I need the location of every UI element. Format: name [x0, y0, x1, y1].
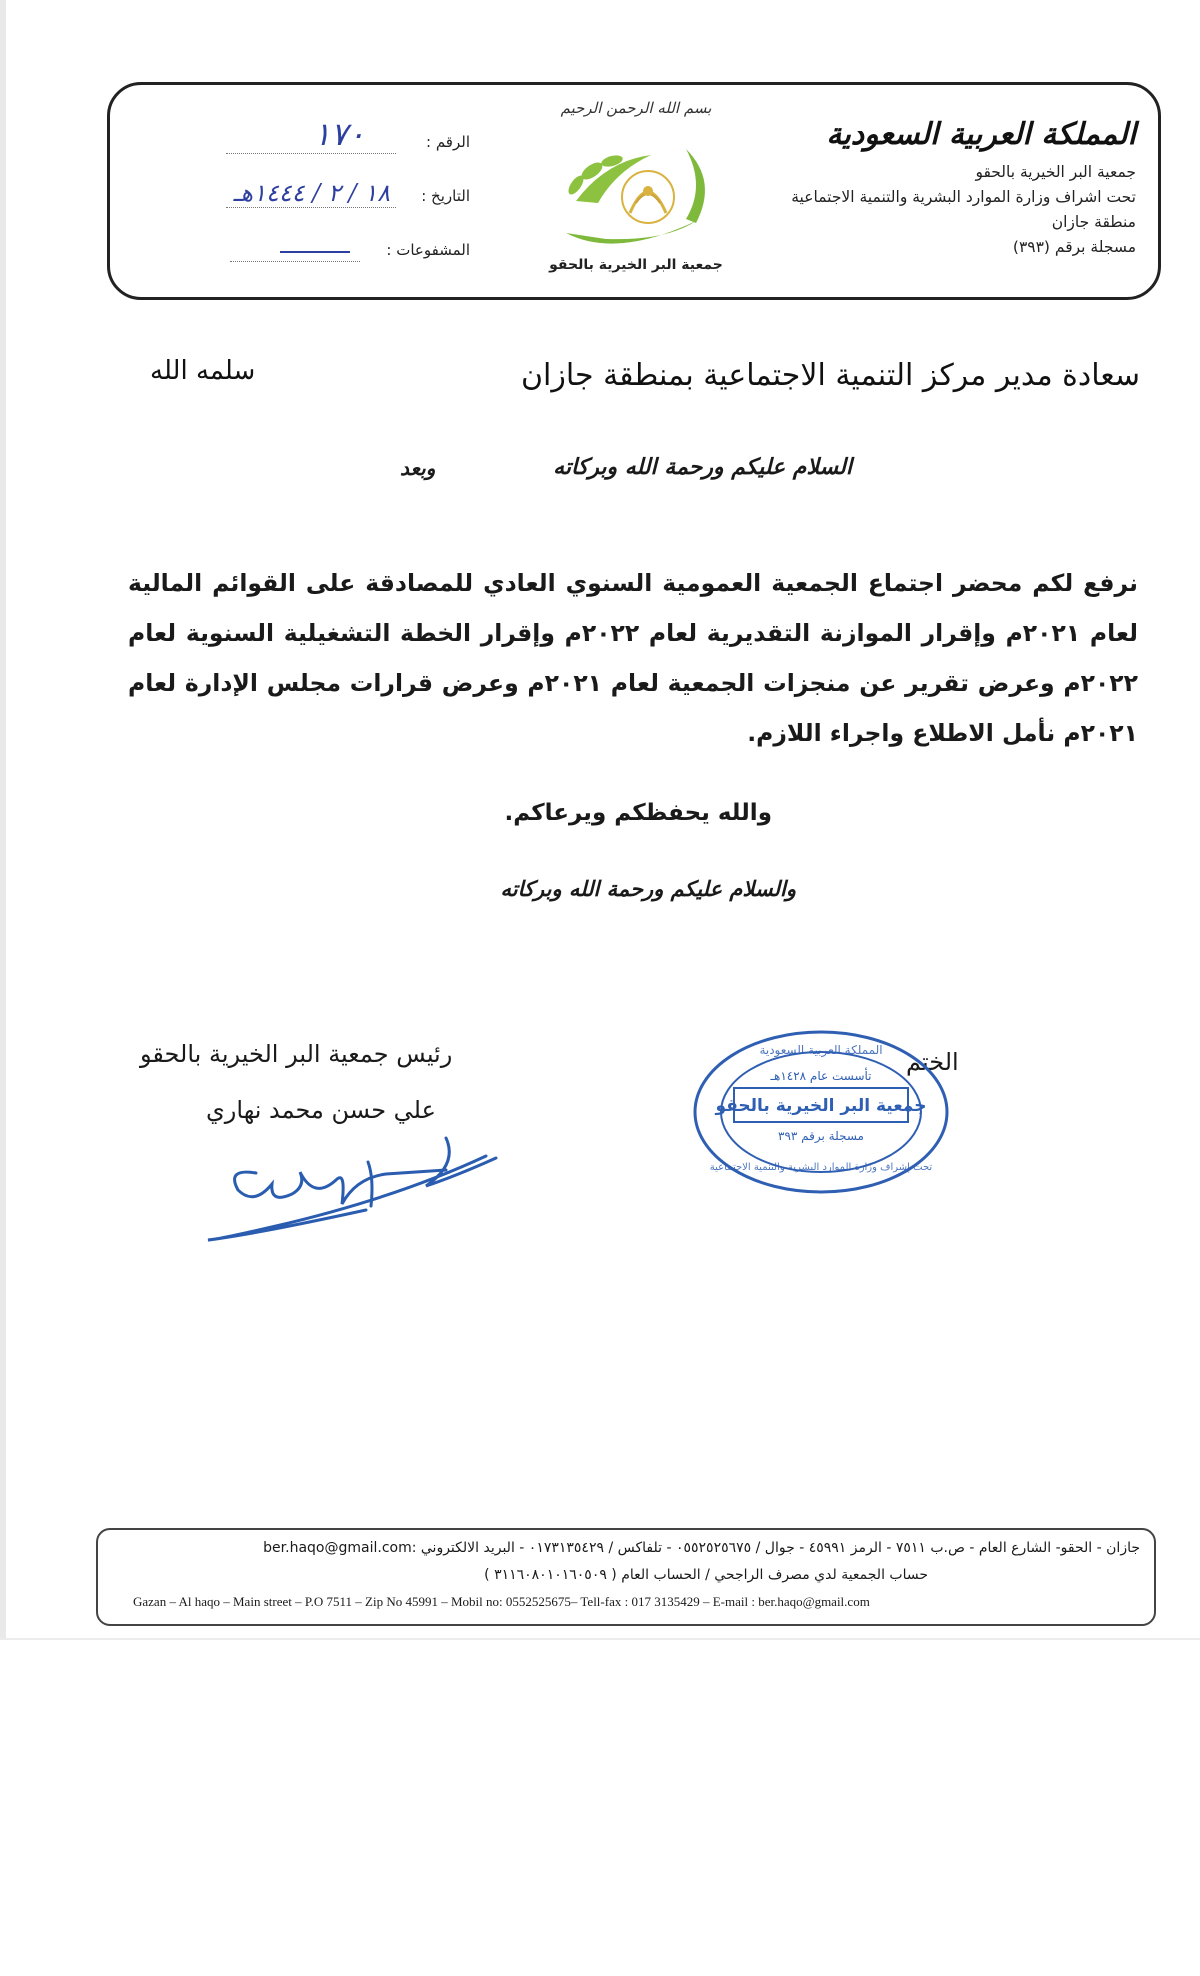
- letter-paragraph: نرفع لكم محضر اجتماع الجمعية العمومية السنوي العادي للمصادقة على القوائم المالية لعام ٢٠٢١م وإقرار الموازنة التقديرية لعام ٢٠٢٢م وإقرار الخطة التشغيلية السنوية لعام ٢٠٢٢م وعرض تقرير عن منجزات الجمعية لعام ٢٠٢١م وعرض قرارات مجلس الإدارة لعام ٢٠٢١م نأمل الاطلاع واجراء اللازم.: [128, 569, 1138, 747]
- footer: [96, 1528, 1156, 1626]
- ref-number-value: ١٧٠: [313, 115, 365, 153]
- footer-contact-arabic: جازان - الحقو- الشارع العام - ص.ب ٧٥١١ - الرمز ٤٥٩٩١ - جوال / ٠٥٥٢٥٢٥٦٧٥ - تلفاكس / ٠١٧٣١٣٥٤٢٩ - البريد الالكتروني :ber.haqo@gmail.com: [263, 1540, 1140, 1556]
- final-greeting: والسلام عليكم ورحمة الله وبركاته: [500, 876, 796, 901]
- ref-number-label: الرقم :: [426, 133, 470, 151]
- letterhead: [107, 82, 1161, 300]
- registration-line: مسجلة برقم (٣٩٣): [1012, 238, 1136, 256]
- attachments-mark: [280, 245, 350, 253]
- stamp-name: جمعية البر الخيرية بالحقو: [715, 1096, 927, 1116]
- letterhead-logo-block: [486, 99, 786, 299]
- attachments-label: المشفوعات :: [386, 241, 470, 259]
- page-bottom-edge: [0, 1638, 1200, 1640]
- footer-bank-account: حساب الجمعية لدي مصرف الراجحي / الحساب العام ( ٣١١٦٠٨٠١٠١٦٠٥٠٩ ): [484, 1567, 928, 1583]
- greeting: السلام عليكم ورحمة الله وبركاته: [553, 454, 852, 480]
- reference-fields: [180, 115, 480, 277]
- stamp-founded: تأسست عام ١٤٢٨هـ: [770, 1069, 872, 1083]
- supervision-line: تحت اشراف وزارة الموارد البشرية والتنمية الاجتماعية: [791, 188, 1136, 206]
- date-value: ١٨ / ٢ / ١٤٤٤هـ: [233, 179, 390, 207]
- association-logo-icon: [546, 141, 726, 256]
- region-line: منطقة جازان: [1051, 213, 1136, 231]
- addressee: سعادة مدير مركز التنمية الاجتماعية بمنطقة جازان: [521, 358, 1140, 393]
- stamp-registration: مسجلة برقم ٣٩٣: [778, 1129, 864, 1143]
- footer-contact-english: Gazan – Al haqo – Main street – P.O 7511 – Zip No 45991 – Mobil no: 0552525675– Tell-fax : 017 3135429 – E-mail : ber.haqo@gmail.com: [133, 1594, 870, 1609]
- stamp-bottom-text: تحت إشراف وزارة الموارد البشرية والتنمية الاجتماعية: [709, 1162, 933, 1173]
- basmala: بسم الله الرحمن الرحيم: [560, 99, 712, 117]
- official-stamp-icon: [690, 1028, 952, 1196]
- handwritten-signature-icon: [196, 1118, 526, 1258]
- logo-caption: جمعية البر الخيرية بالحقو: [549, 257, 723, 273]
- page-edge: [0, 0, 6, 1640]
- stamp-label: الختم: [906, 1048, 959, 1076]
- letterhead-identity: [766, 117, 1136, 260]
- after-greeting: وبعد: [400, 456, 436, 480]
- kingdom-title: المملكة العربية السعودية: [826, 117, 1136, 152]
- date-label: التاريخ :: [421, 187, 470, 205]
- stamp-top-text: المملكة العربية السعودية: [759, 1043, 883, 1057]
- president-title: رئيس جمعية البر الخيرية بالحقو: [140, 1040, 453, 1068]
- association-name: جمعية البر الخيرية بالحقو: [975, 163, 1136, 181]
- ref-number-row: [180, 115, 480, 169]
- honorific: سلمه الله: [150, 356, 256, 386]
- date-row: [180, 169, 480, 223]
- attachments-row: [180, 223, 480, 277]
- closing-line: والله يحفظكم ويرعاكم.: [504, 800, 772, 826]
- president-name: علي حسن محمد نهاري: [206, 1096, 436, 1124]
